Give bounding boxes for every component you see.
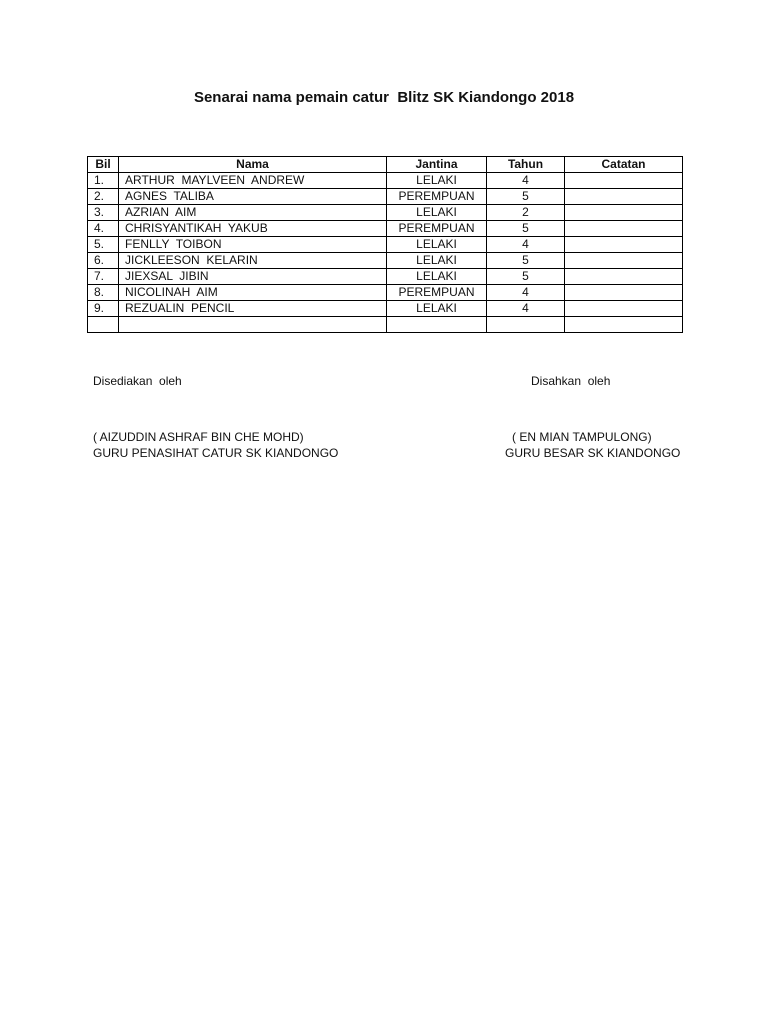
table-row: [88, 237, 683, 253]
cell-jantina: LELAKI: [387, 173, 487, 189]
table-row: [88, 221, 683, 237]
cell-nama: FENLLY TOIBON: [119, 237, 387, 253]
table-row: [88, 301, 683, 317]
cell-catatan: [565, 189, 683, 205]
prepared-by-name: ( AIZUDDIN ASHRAF BIN CHE MOHD): [93, 430, 304, 444]
column-header-tahun: Tahun: [487, 157, 565, 173]
cell-nama: CHRISYANTIKAH YAKUB: [119, 221, 387, 237]
cell-tahun: 5: [487, 221, 565, 237]
cell-nama: ARTHUR MAYLVEEN ANDREW: [119, 173, 387, 189]
cell-bil: 8.: [88, 285, 119, 301]
cell-catatan: [565, 253, 683, 269]
cell-tahun: 2: [487, 205, 565, 221]
column-header-jantina: Jantina: [387, 157, 487, 173]
cell-jantina: LELAKI: [387, 269, 487, 285]
table-row: [88, 253, 683, 269]
cell-catatan: [565, 285, 683, 301]
column-header-nama: Nama: [119, 157, 387, 173]
cell-bil: 1.: [88, 173, 119, 189]
cell-tahun: 4: [487, 173, 565, 189]
cell-bil: 5.: [88, 237, 119, 253]
column-header-bil: Bil: [88, 157, 119, 173]
table-header-row: [88, 157, 683, 173]
cell-tahun: 4: [487, 237, 565, 253]
approved-by-label: Disahkan oleh: [531, 374, 611, 388]
cell-jantina: PEREMPUAN: [387, 221, 487, 237]
table-body: [88, 173, 683, 333]
cell-catatan: [565, 205, 683, 221]
column-header-catatan: Catatan: [565, 157, 683, 173]
cell-bil: 4.: [88, 221, 119, 237]
prepared-by-label: Disediakan oleh: [93, 374, 182, 388]
cell-tahun: 5: [487, 269, 565, 285]
cell-nama: [119, 317, 387, 333]
table-row: [88, 285, 683, 301]
cell-nama: REZUALIN PENCIL: [119, 301, 387, 317]
prepared-by-role: GURU PENASIHAT CATUR SK KIANDONGO: [93, 446, 339, 460]
cell-catatan: [565, 317, 683, 333]
cell-tahun: [487, 317, 565, 333]
cell-nama: JICKLEESON KELARIN: [119, 253, 387, 269]
approved-by-role: GURU BESAR SK KIANDONGO: [505, 446, 681, 460]
cell-jantina: LELAKI: [387, 205, 487, 221]
cell-bil: [88, 317, 119, 333]
cell-catatan: [565, 173, 683, 189]
cell-bil: 3.: [88, 205, 119, 221]
cell-nama: NICOLINAH AIM: [119, 285, 387, 301]
cell-nama: JIEXSAL JIBIN: [119, 269, 387, 285]
cell-jantina: LELAKI: [387, 253, 487, 269]
cell-bil: 9.: [88, 301, 119, 317]
table-row: [88, 189, 683, 205]
cell-jantina: LELAKI: [387, 301, 487, 317]
cell-jantina: [387, 317, 487, 333]
cell-bil: 2.: [88, 189, 119, 205]
table-row: [88, 173, 683, 189]
cell-jantina: PEREMPUAN: [387, 189, 487, 205]
cell-tahun: 5: [487, 189, 565, 205]
approved-by-name: ( EN MIAN TAMPULONG): [512, 430, 652, 444]
cell-nama: AZRIAN AIM: [119, 205, 387, 221]
player-roster-table: [87, 156, 683, 333]
cell-tahun: 4: [487, 301, 565, 317]
cell-bil: 7.: [88, 269, 119, 285]
cell-jantina: PEREMPUAN: [387, 285, 487, 301]
table-row: [88, 269, 683, 285]
table-row: [88, 317, 683, 333]
document-title: Senarai nama pemain catur Blitz SK Kiandongo 2018: [193, 89, 575, 106]
cell-bil: 6.: [88, 253, 119, 269]
cell-catatan: [565, 301, 683, 317]
cell-catatan: [565, 237, 683, 253]
cell-catatan: [565, 221, 683, 237]
cell-tahun: 4: [487, 285, 565, 301]
cell-jantina: LELAKI: [387, 237, 487, 253]
table-row: [88, 205, 683, 221]
cell-tahun: 5: [487, 253, 565, 269]
cell-nama: AGNES TALIBA: [119, 189, 387, 205]
cell-catatan: [565, 269, 683, 285]
